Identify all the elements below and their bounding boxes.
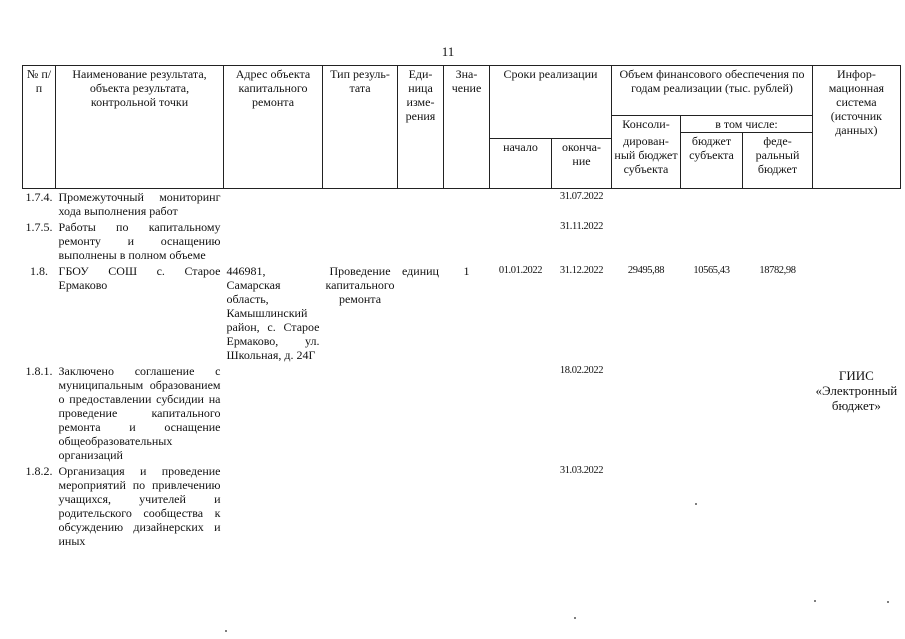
row-end: 31.03.2022: [559, 465, 604, 476]
row-federal: [743, 363, 813, 463]
header-unit: Еди-ница изме-рения: [398, 66, 444, 189]
header-subject-budget: бюджет субъекта: [681, 133, 743, 189]
row-info: [813, 463, 901, 549]
row-subject: [681, 219, 743, 263]
row-value: 1: [463, 264, 470, 278]
row-federal: 18782,98: [759, 265, 796, 276]
scan-speck: [887, 601, 889, 603]
row-num: 1.8.1.: [25, 364, 53, 378]
row-start: [490, 463, 552, 549]
row-value: [444, 189, 490, 220]
row-info: [813, 263, 901, 363]
row-subject: 10565,43: [693, 265, 730, 276]
row-unit: [398, 363, 444, 463]
row-address: [224, 363, 323, 463]
page-number: 11: [441, 44, 455, 59]
row-address: [224, 189, 323, 220]
row-num: 1.8.2.: [25, 464, 53, 478]
row-address: [224, 463, 323, 549]
row-consolidated: [612, 189, 681, 220]
scan-speck: [695, 503, 697, 505]
scan-speck: [814, 600, 816, 602]
header-funding: Объем финансового обеспечения по годам реализации (тыс. рублей): [612, 66, 813, 116]
row-end: 18.02.2022: [559, 365, 604, 376]
row-federal: [743, 189, 813, 220]
header-name: Наименование результата, объекта результата, контрольной точки: [56, 66, 224, 189]
header-federal-budget: феде-ральный бюджет: [743, 133, 813, 189]
header-address: Адрес объекта капитального ремонта: [224, 66, 323, 189]
header-num: № п/п: [23, 66, 56, 189]
row-federal: [743, 463, 813, 549]
header-value: Зна-чение: [444, 66, 490, 189]
table-row: [23, 219, 901, 263]
table-row: [23, 463, 901, 549]
scan-speck: [225, 630, 227, 632]
row-num: 1.8.: [30, 264, 48, 278]
row-info: [813, 189, 901, 220]
row-num: 1.7.4.: [25, 190, 53, 204]
table-row: [23, 363, 901, 463]
row-name: Промежуточный мониторинг хода выполнения работ: [58, 190, 221, 218]
row-name: ГБОУ СОШ с. Старое Ермаково: [58, 264, 221, 292]
row-name: Организация и проведение мероприятий по привлечению учащихся, учителей и родительского сообщества к обсуждению дизайнерских и иных: [58, 464, 221, 548]
header-type: Тип резуль-тата: [323, 66, 398, 189]
row-name: Работы по капитальному ремонту и оснащению выполнены в полном объеме: [58, 220, 221, 262]
row-unit: единиц: [402, 264, 439, 278]
row-start: 01.01.2022: [498, 265, 543, 276]
row-value: [444, 219, 490, 263]
row-consolidated: [612, 219, 681, 263]
header-end: оконча-ние: [552, 139, 612, 189]
row-info: [813, 219, 901, 263]
row-consolidated: 29495,88: [627, 265, 665, 276]
row-type: [323, 363, 398, 463]
row-subject: [681, 189, 743, 220]
row-num: 1.7.5.: [25, 220, 53, 234]
row-subject: [681, 463, 743, 549]
row-type: Проведение капитального ремонта: [325, 264, 395, 306]
header-consolidated-top: Консоли-: [612, 116, 681, 133]
row-consolidated: [612, 463, 681, 549]
row-consolidated: [612, 363, 681, 463]
row-address: [224, 219, 323, 263]
row-start: [490, 219, 552, 263]
row-start: [490, 363, 552, 463]
table-row: [23, 189, 901, 220]
results-table: [22, 65, 901, 549]
row-value: [444, 363, 490, 463]
row-value: [444, 463, 490, 549]
row-type: [323, 463, 398, 549]
table-row: [23, 263, 901, 363]
header-including: в том числе:: [681, 116, 813, 133]
header-start: начало: [490, 139, 552, 189]
row-end: 31.12.2022: [559, 265, 604, 276]
row-end: 31.07.2022: [559, 191, 604, 202]
row-subject: [681, 363, 743, 463]
row-end: 31.11.2022: [560, 221, 603, 232]
row-name: Заключено соглашение с муниципальным образованием о предоставлении субсидии на проведение капитального ремонта и оснащение общеобразовательных организаций: [58, 364, 221, 462]
row-type: [323, 189, 398, 220]
row-unit: [398, 189, 444, 220]
row-unit: [398, 463, 444, 549]
header-consolidated: дирован-ный бюджет субъекта: [612, 133, 681, 189]
header-terms: Сроки реализации: [490, 66, 612, 139]
row-start: [490, 189, 552, 220]
scan-speck: [574, 617, 576, 619]
row-federal: [743, 219, 813, 263]
row-address: 446981, Самарская область, Камышлинский район, с. Старое Ермаково, ул. Школьная, д. 24Г: [226, 264, 320, 362]
row-type: [323, 219, 398, 263]
header-info-system: Инфор-мационная система (источник данных): [813, 66, 901, 189]
row-unit: [398, 219, 444, 263]
row-info: ГИИС «Электронный бюджет»: [815, 368, 898, 413]
